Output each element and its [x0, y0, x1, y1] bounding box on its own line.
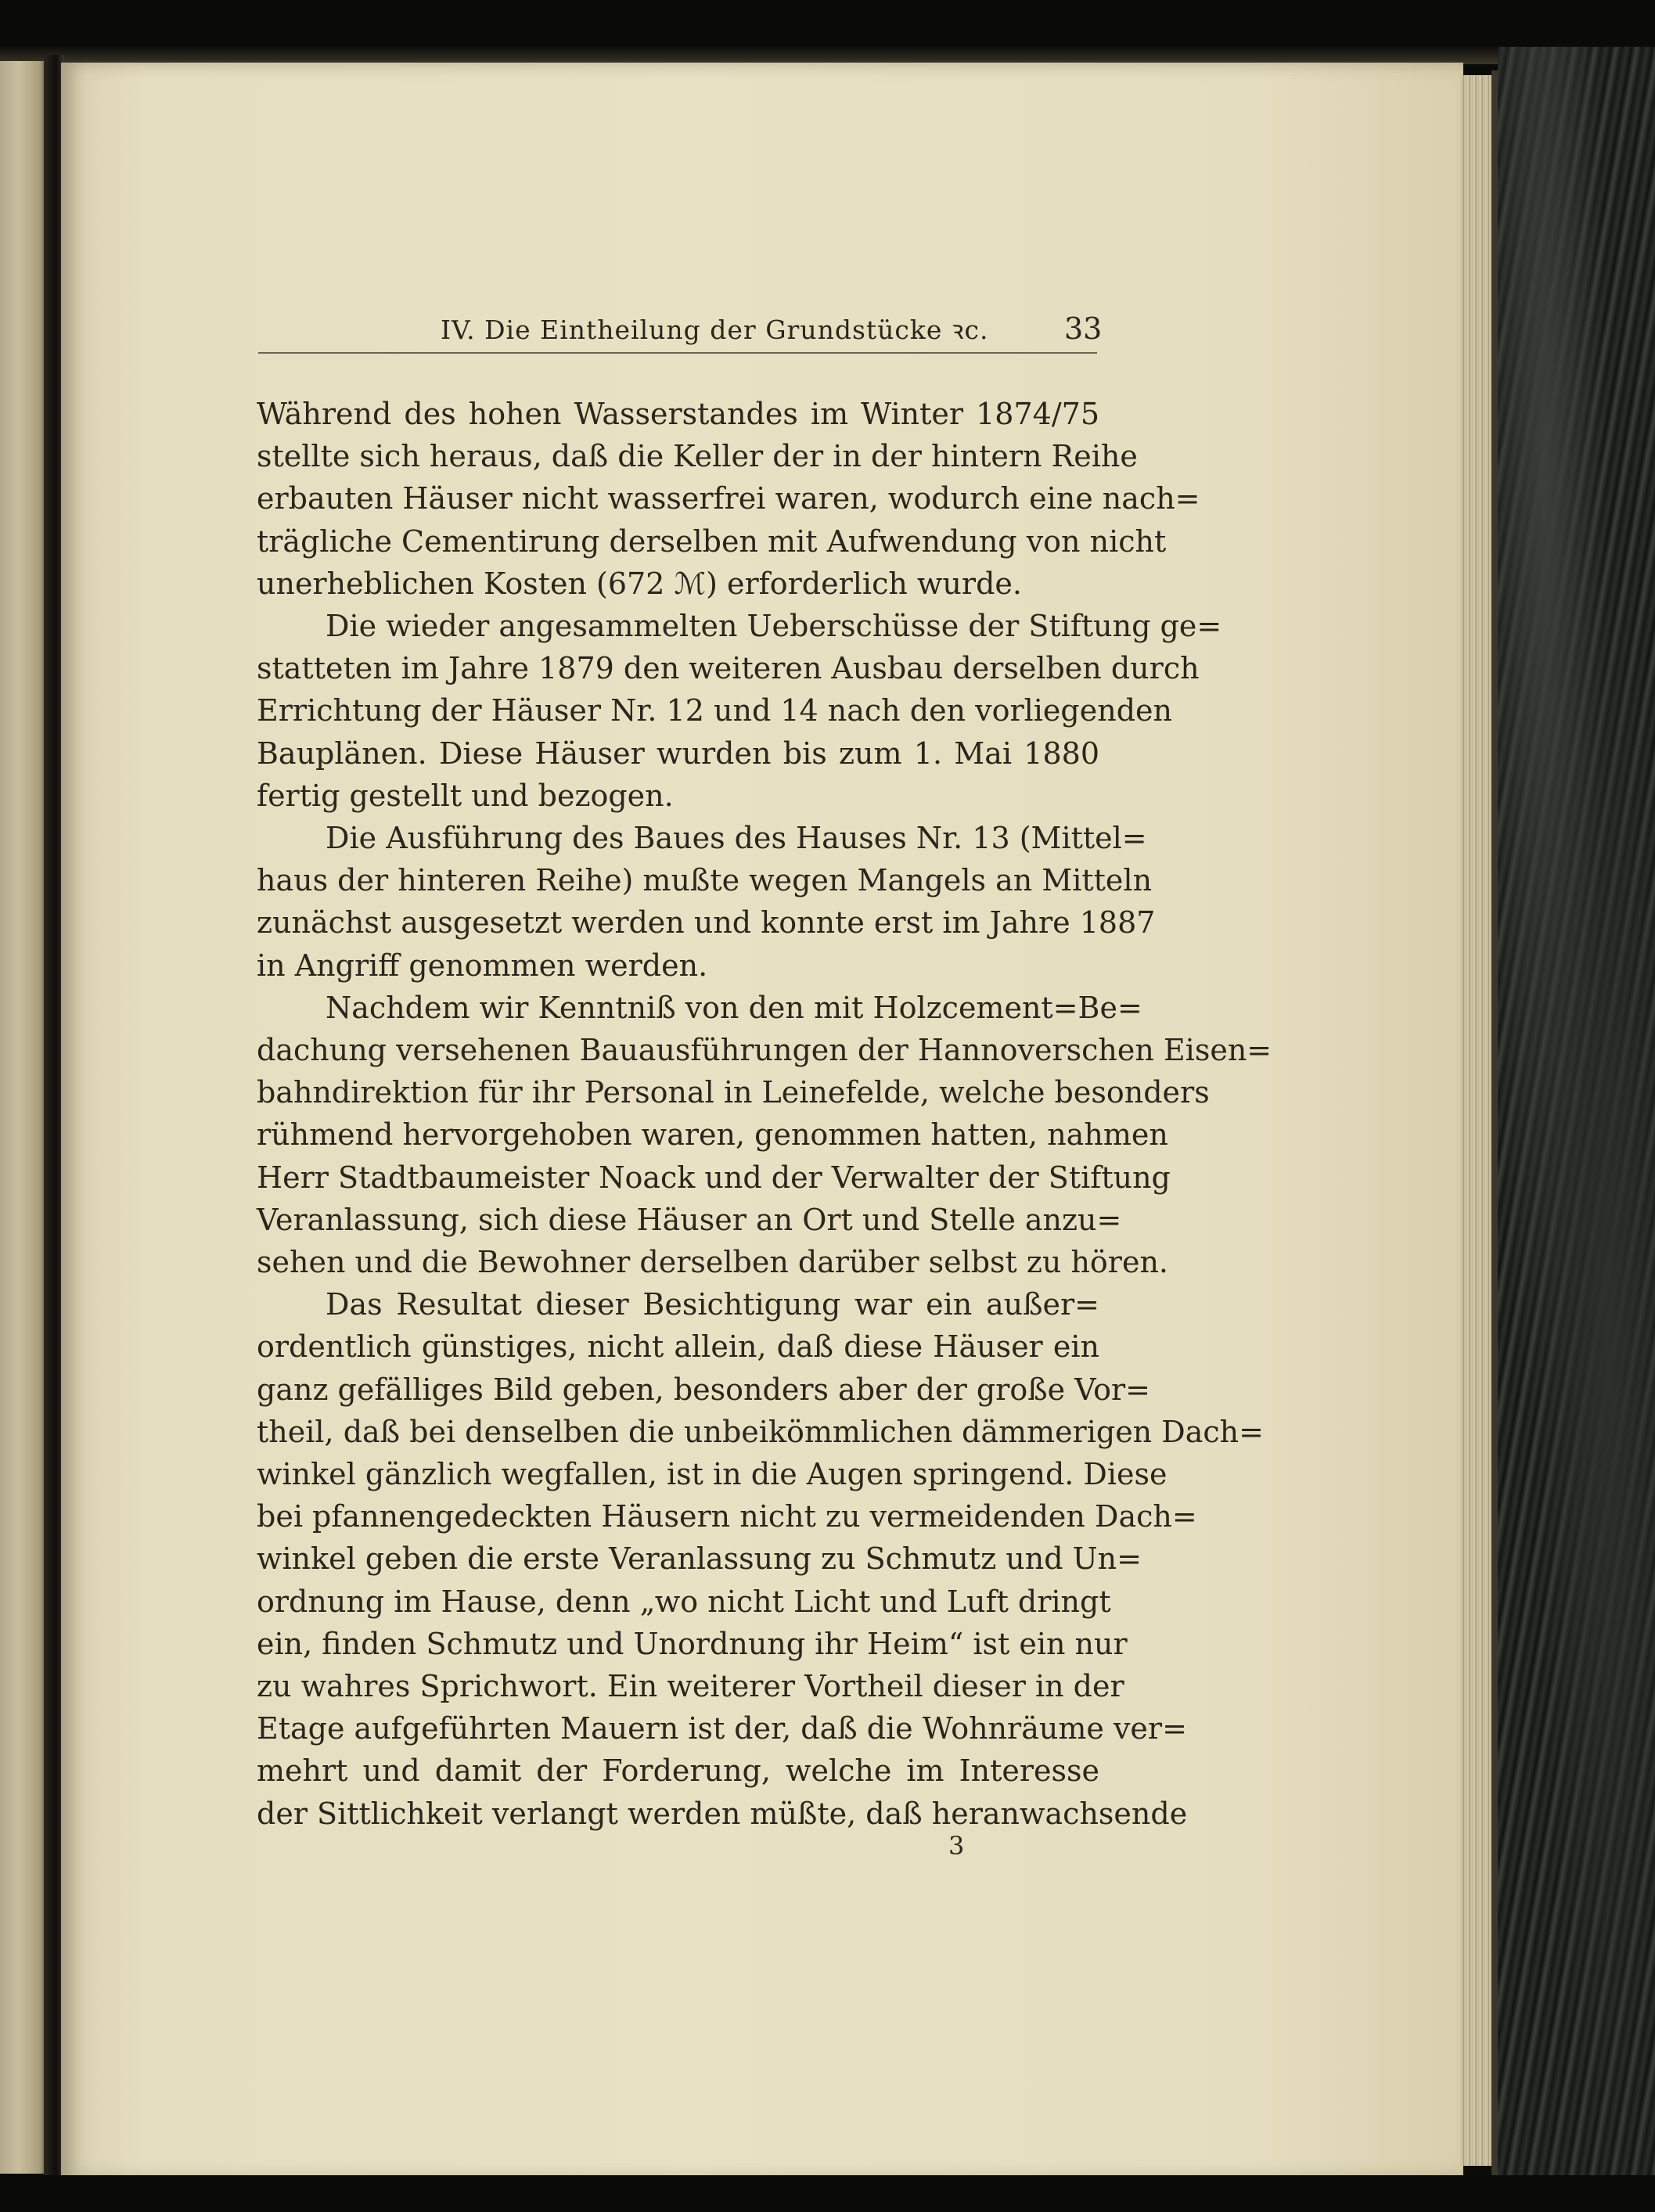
text-line: zu wahres Sprichwort. Ein weiterer Vortheil dieser in der — [257, 1669, 1124, 1703]
text-line: Während des hohen Wasserstandes im Winter 1874/75 — [257, 397, 1099, 431]
text-line: fertig gestellt und bezogen. — [257, 778, 674, 813]
running-head: IV. Die Eintheilung der Grundstücke ꝛc. — [441, 315, 989, 345]
page-number: 33 — [1064, 311, 1103, 346]
text-line: trägliche Cementirung derselben mit Aufwendung von nicht — [257, 523, 1167, 559]
text-line: Errichtung der Häuser Nr. 12 und 14 nach den vorliegenden — [257, 693, 1172, 728]
text-line: stellte sich heraus, daß die Keller der in der hintern Reihe — [257, 439, 1138, 474]
text-line: winkel geben die erste Veranlassung zu Schmutz und Un= — [257, 1541, 1142, 1577]
text-line: theil, daß bei denselben die unbeikömmlichen dämmerigen Dach= — [257, 1414, 1264, 1449]
signature-mark: 3 — [948, 1831, 965, 1861]
text-line: in Angriff genommen werden. — [257, 948, 708, 983]
text-line: Etage aufgeführten Mauern ist der, daß die Wohnräume ver= — [257, 1711, 1187, 1746]
text-line: statteten im Jahre 1879 den weiteren Ausbau derselben durch — [257, 651, 1200, 686]
text-line: Die Ausführung des Baues des Hauses Nr. 13 (Mittel= — [326, 821, 1147, 855]
text-line: der Sittlichkeit verlangt werden müßte, daß heranwachsende — [257, 1796, 1188, 1831]
text-line: winkel gänzlich wegfallen, ist in die Augen springend. Diese — [257, 1457, 1167, 1491]
text-line: Bauplänen. Diese Häuser wurden bis zum 1. Mai 1880 — [257, 736, 1099, 771]
text-line: mehrt und damit der Forderung, welche im Interesse — [257, 1753, 1099, 1789]
text-line: Die wieder angesammelten Ueberschüsse der Stiftung ge= — [326, 609, 1222, 643]
text-line: ganz gefälliges Bild geben, besonders aber der große Vor= — [257, 1372, 1150, 1407]
text-line: Nachdem wir Kenntniß von den mit Holzcement=Be= — [326, 990, 1142, 1025]
text-line: bei pfannengedeckten Häusern nicht zu vermeidenden Dach= — [257, 1499, 1197, 1534]
text-line: Veranlassung, sich diese Häuser an Ort und Stelle anzu= — [257, 1202, 1122, 1237]
text-line: bahndirektion für ihr Personal in Leinefelde, welche besonders — [257, 1075, 1210, 1110]
text-line: zunächst ausgesetzt werden und konnte erst im Jahre 1887 — [257, 905, 1156, 941]
text-line: rühmend hervorgehoben waren, genommen hatten, nahmen — [257, 1117, 1168, 1153]
text-line: Das Resultat dieser Besichtigung war ein außer= — [326, 1287, 1099, 1322]
text-line: dachung versehenen Bauausführungen der Hannoverschen Eisen= — [257, 1033, 1272, 1067]
text-line: ordnung im Hause, denn „wo nicht Licht und Luft dringt — [257, 1584, 1111, 1619]
text-line: unerheblichen Kosten (672 ℳ) erforderlich wurde. — [257, 566, 1022, 601]
text-line: haus der hinteren Reihe) mußte wegen Mangels an Mitteln — [257, 863, 1153, 898]
text-line: ein, finden Schmutz und Unordnung ihr Heim“ ist ein nur — [257, 1626, 1128, 1661]
text-line: Herr Stadtbaumeister Noack und der Verwalter der Stiftung — [257, 1160, 1171, 1195]
text-line: erbauten Häuser nicht wasserfrei waren, wodurch eine nach= — [257, 481, 1200, 516]
text-line: sehen und die Bewohner derselben darüber selbst zu hören. — [257, 1245, 1169, 1279]
text-line: ordentlich günstiges, nicht allein, daß diese Häuser ein — [257, 1329, 1099, 1365]
header-rule — [258, 352, 1097, 354]
